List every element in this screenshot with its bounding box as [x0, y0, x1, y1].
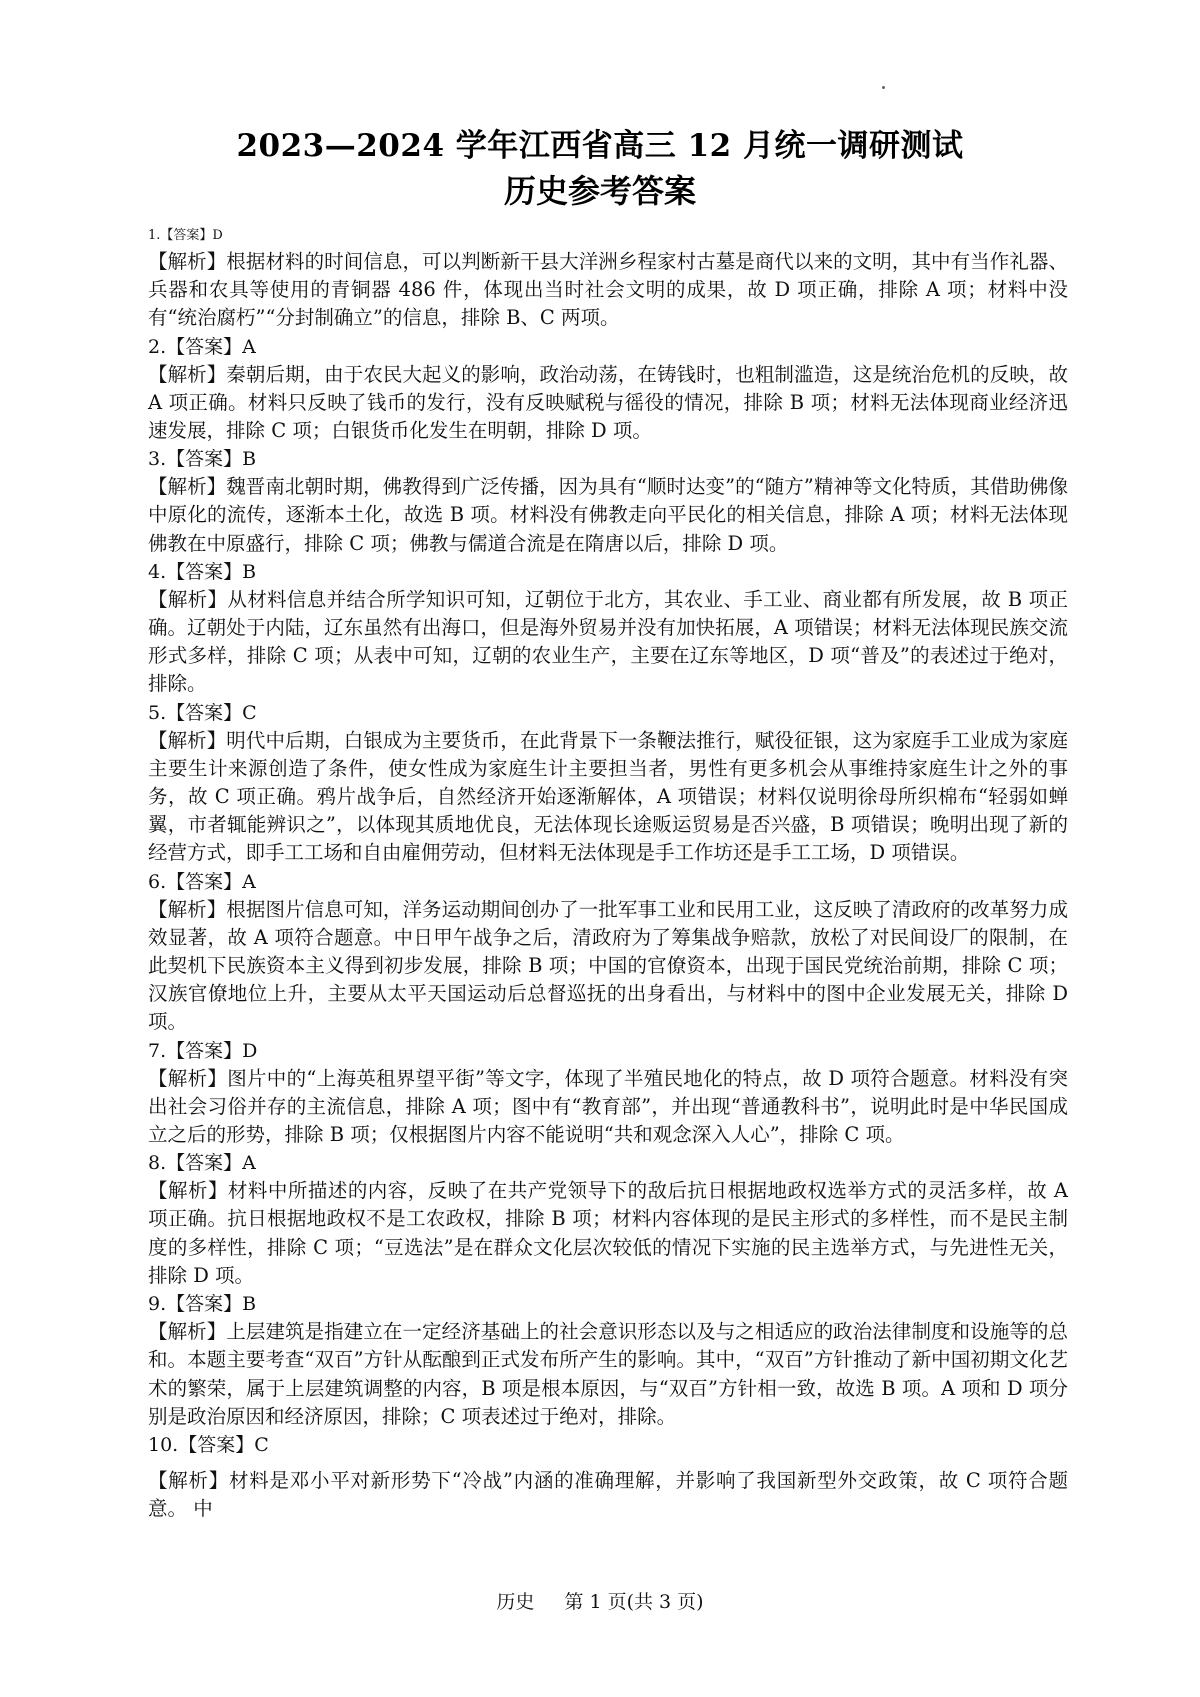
question-3-answer: 3.【答案】B [148, 448, 257, 471]
question-10-answer: 10.【答案】C [148, 1433, 269, 1456]
question-7-answer: 7.【答案】D [148, 1039, 258, 1062]
question-1-explanation: 【解析】根据材料的时间信息，可以判断新干县大洋洲乡程家村古墓是商代以来的文明，其中有当作礼器、兵器和农具等使用的青铜器 486 件，体现出当时社会文明的成果，故 D 项正确，排除 A 项；材料中没有“统治腐朽”“分封制确立”的信息，排除 B、C 两项。 [148, 250, 1068, 330]
question-7-explanation: 【解析】图片中的“上海英租界望平街”等文字，体现了半殖民地化的特点，故 D 项符合题意。材料没有突出社会习俗并存的主流信息，排除 A 项；图中有“教育部”，并出现“普通教科书”，说明此时是中华民国成立之后的形势，排除 B 项；仅根据图片内容不能说明“共和观念深入人心”，排除 C 项。 [148, 1066, 1068, 1147]
question-6-explanation: 【解析】根据图片信息可知，洋务运动期间创办了一批军事工业和民用工业，这反映了清政府的改革努力成效显著，故 A 项符合题意。中日甲午战争之后，清政府为了筹集战争赔款，放松了对民间设厂的限制，在此契机下民族资本主义得到初步发展，排除 B 项；中国的官僚资本，出现于国民党统治前期，排除 C 项；汉族官僚地位上升，主要从太平天国运动后总督巡抚的出身看出，与材料中的图中企业发展无关，排除 D 项。 [148, 897, 1068, 1034]
question-1-answer: 1.【答案】D [148, 228, 223, 243]
question-8-answer: 8.【答案】A [148, 1152, 256, 1175]
question-10-explanation: 【解析】材料是邓小平对新形势下“冷战”内涵的准确理解，并影响了我国新型外交政策，故 C 项符合题意。 中 [148, 1468, 1068, 1521]
answer-list [148, 224, 1068, 1523]
scan-speck [882, 86, 885, 89]
document-title: 2023—2024 学年江西省高三 12 月统一调研测试 [236, 128, 964, 164]
document-subtitle: 历史参考答案 [503, 172, 696, 210]
question-4-answer: 4.【答案】B [148, 560, 257, 583]
spacer [148, 1459, 1068, 1467]
footer-subject: 历史 [496, 1591, 535, 1613]
question-2-explanation: 【解析】秦朝后期，由于农民大起义的影响，政治动荡，在铸钱时，也粗制滥造，这是统治危机的反映，故 A 项正确。材料只反映了钱币的发行，没有反映赋税与徭役的情况，排除 B 项；材料无法体现商业经济迅速发展，排除 C 项；白银货币化发生在明朝，排除 D 项。 [148, 362, 1068, 443]
question-9-explanation: 【解析】上层建筑是指建立在一定经济基础上的社会意识形态以及与之相适应的政治法律制度和设施等的总和。本题主要考查“双百”方针从酝酿到正式发布所产生的影响。其中，“双百”方针推动了新中国初期文化艺术的繁荣，属于上层建筑调整的内容，B 项是根本原因，与“双百”方针相一致，故选 B 项。A 项和 D 项分别是政治原因和经济原因，排除；C 项表述过于绝对，排除。 [148, 1320, 1068, 1428]
question-5-answer: 5.【答案】C [148, 701, 257, 724]
question-9-answer: 9.【答案】B [148, 1293, 257, 1316]
question-8-explanation: 【解析】材料中所描述的内容，反映了在共产党领导下的敌后抗日根据地政权选举方式的灵活多样，故 A 项正确。抗日根据地政权不是工农政权，排除 B 项；材料内容体现的是民主形式的多样性，而不是民主制度的多样性，排除 C 项；“豆选法”是在群众文化层次较低的情况下实施的民主选举方式，与先进性无关，排除 D 项。 [148, 1179, 1068, 1287]
question-5-explanation: 【解析】明代中后期，白银成为主要货币，在此背景下一条鞭法推行，赋役征银，这为家庭手工业成为家庭主要生计来源创造了条件，使女性成为家庭生计主要担当者，男性有更多机会从事维持家庭生计之外的事务，故 C 项正确。鸦片战争后，自然经济开始逐渐解体，A 项错误；材料仅说明徐母所织棉布“轻弱如蝉翼，市者辄能辨识之”，以体现其质地优良，无法体现长途贩运贸易是否兴盛，B 项错误；晚明出现了新的经营方式，即手工工场和自由雇佣劳动，但材料无法体现是手工作坊还是手工工场，D 项错误。 [148, 728, 1068, 865]
question-3-explanation: 【解析】魏晋南北朝时期，佛教得到广泛传播，因为具有“顺时达变”的“随方”精神等文化特质，其借助佛像中原化的流传，逐渐本土化，故选 B 项。材料没有佛教走向平民化的相关信息，排除 A 项；材料无法体现佛教在中原盛行，排除 C 项；佛教与儒道合流是在隋唐以后，排除 D 项。 [148, 475, 1068, 555]
question-2-answer: 2.【答案】A [148, 335, 256, 358]
question-6-answer: 6.【答案】A [148, 870, 256, 893]
footer-page-number: 第 1 页(共 3 页) [564, 1591, 704, 1613]
question-4-explanation: 【解析】从材料信息并结合所学知识可知，辽朝位于北方，其农业、手工业、商业都有所发展，故 B 项正确。辽朝处于内陆，辽东虽然有出海口，但是海外贸易并没有加快拓展，A 项错误；材料无法体现民族交流形式多样，排除 C 项；从表中可知，辽朝的农业生产，主要在辽东等地区，D 项“普及”的表述过于绝对，排除。 [148, 587, 1068, 696]
page-footer [0, 1587, 1200, 1614]
